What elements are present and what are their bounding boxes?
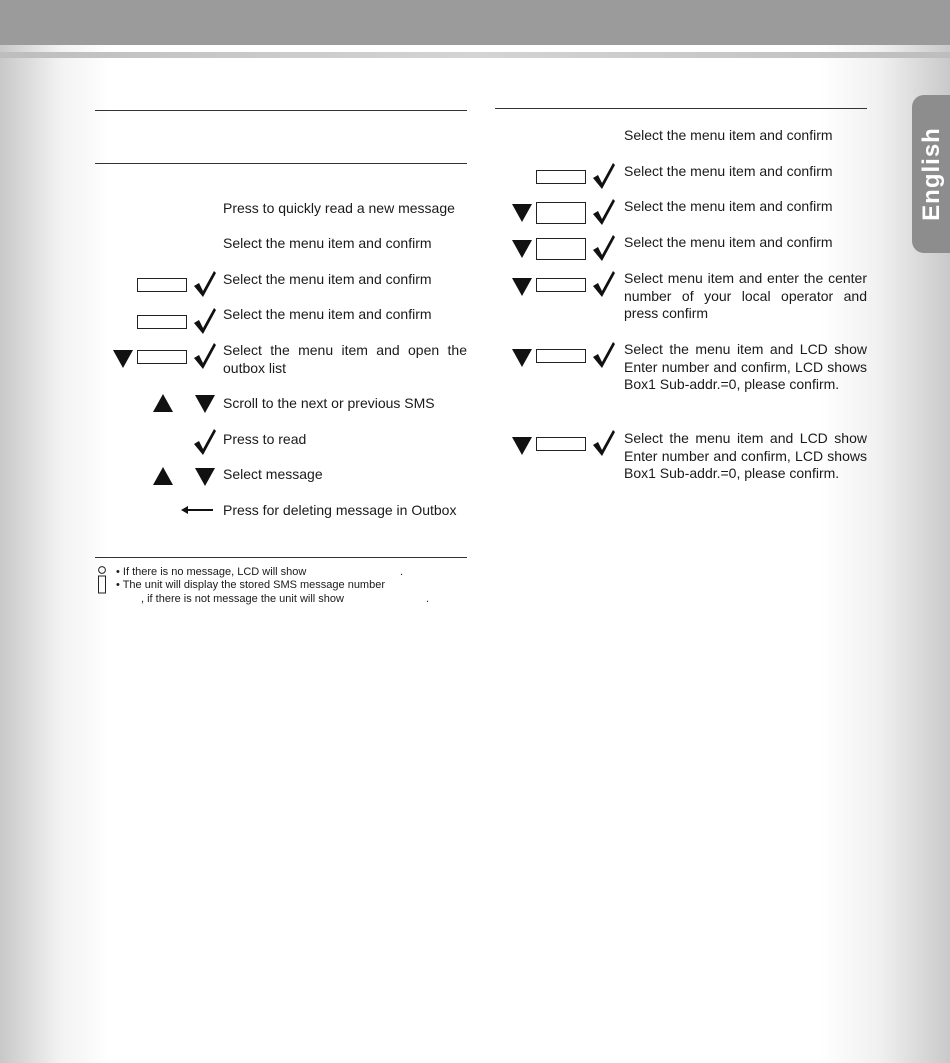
note-rule bbox=[95, 557, 467, 558]
up-triangle-icon bbox=[153, 394, 173, 412]
top-bar bbox=[0, 0, 950, 45]
down-triangle-icon bbox=[113, 350, 133, 368]
info-icon bbox=[97, 566, 107, 594]
check-icon bbox=[192, 428, 218, 456]
section-rule bbox=[495, 108, 867, 109]
check-icon bbox=[591, 162, 617, 190]
lcd-box bbox=[137, 315, 187, 329]
down-triangle-icon bbox=[195, 395, 215, 413]
step-text: Select message bbox=[223, 466, 323, 482]
lcd-box bbox=[536, 202, 586, 224]
down-triangle-icon bbox=[512, 278, 532, 296]
lcd-box bbox=[137, 350, 187, 364]
down-triangle-icon bbox=[512, 349, 532, 367]
step-text: Select the menu item and open the outbox list bbox=[223, 342, 467, 376]
step-text: Scroll to the next or previous SMS bbox=[223, 395, 435, 411]
note-line: • The unit will display the stored SMS message number bbox=[116, 579, 385, 591]
note-line: , if there is not message the unit will show bbox=[141, 593, 344, 605]
language-tab-label: English bbox=[918, 127, 945, 221]
note-line: . bbox=[426, 593, 430, 605]
lcd-box bbox=[536, 278, 586, 292]
up-triangle-icon bbox=[153, 467, 173, 485]
down-triangle-icon bbox=[512, 204, 532, 222]
step-text: Select the menu item and confirm bbox=[624, 163, 833, 179]
step-text: Select the menu item and confirm bbox=[624, 234, 833, 250]
step-text: Select the menu item and confirm bbox=[223, 306, 432, 322]
step-text: Select the menu item and confirm bbox=[624, 127, 833, 143]
section-rule bbox=[95, 110, 467, 111]
lcd-box bbox=[536, 170, 586, 184]
language-tab bbox=[912, 95, 950, 253]
check-icon bbox=[192, 270, 218, 298]
back-arrow-icon bbox=[180, 505, 214, 515]
step-text: Press for deleting message in Outbox bbox=[223, 502, 457, 518]
check-icon bbox=[192, 307, 218, 335]
lcd-box bbox=[536, 349, 586, 363]
top-divider bbox=[0, 52, 950, 58]
step-text: Press to quickly read a new message bbox=[223, 200, 455, 216]
down-triangle-icon bbox=[512, 240, 532, 258]
lcd-box bbox=[536, 238, 586, 260]
down-triangle-icon bbox=[195, 468, 215, 486]
lcd-box bbox=[137, 278, 187, 292]
check-icon bbox=[591, 429, 617, 457]
check-icon bbox=[591, 234, 617, 262]
step-text: Select the menu item and LCD show Enter number and confirm, LCD shows Box1 Sub-addr.=0, please confirm. bbox=[624, 341, 867, 392]
check-icon bbox=[591, 270, 617, 298]
note-line: • If there is no message, LCD will show bbox=[116, 566, 307, 578]
lcd-box bbox=[536, 437, 586, 451]
step-text: Select menu item and enter the center number of your local operator and press confirm bbox=[624, 270, 867, 321]
step-text: Select the menu item and confirm bbox=[223, 271, 432, 287]
step-text: Select the menu item and confirm bbox=[624, 198, 833, 214]
note-line: . bbox=[400, 566, 404, 578]
step-text: Select the menu item and LCD show Enter number and confirm, LCD shows Box1 Sub-addr.=0, please confirm. bbox=[624, 430, 867, 481]
check-icon bbox=[192, 342, 218, 370]
check-icon bbox=[591, 341, 617, 369]
section-rule bbox=[95, 163, 467, 164]
step-text: Press to read bbox=[223, 431, 307, 447]
down-triangle-icon bbox=[512, 437, 532, 455]
step-text: Select the menu item and confirm bbox=[223, 235, 432, 251]
check-icon bbox=[591, 198, 617, 226]
